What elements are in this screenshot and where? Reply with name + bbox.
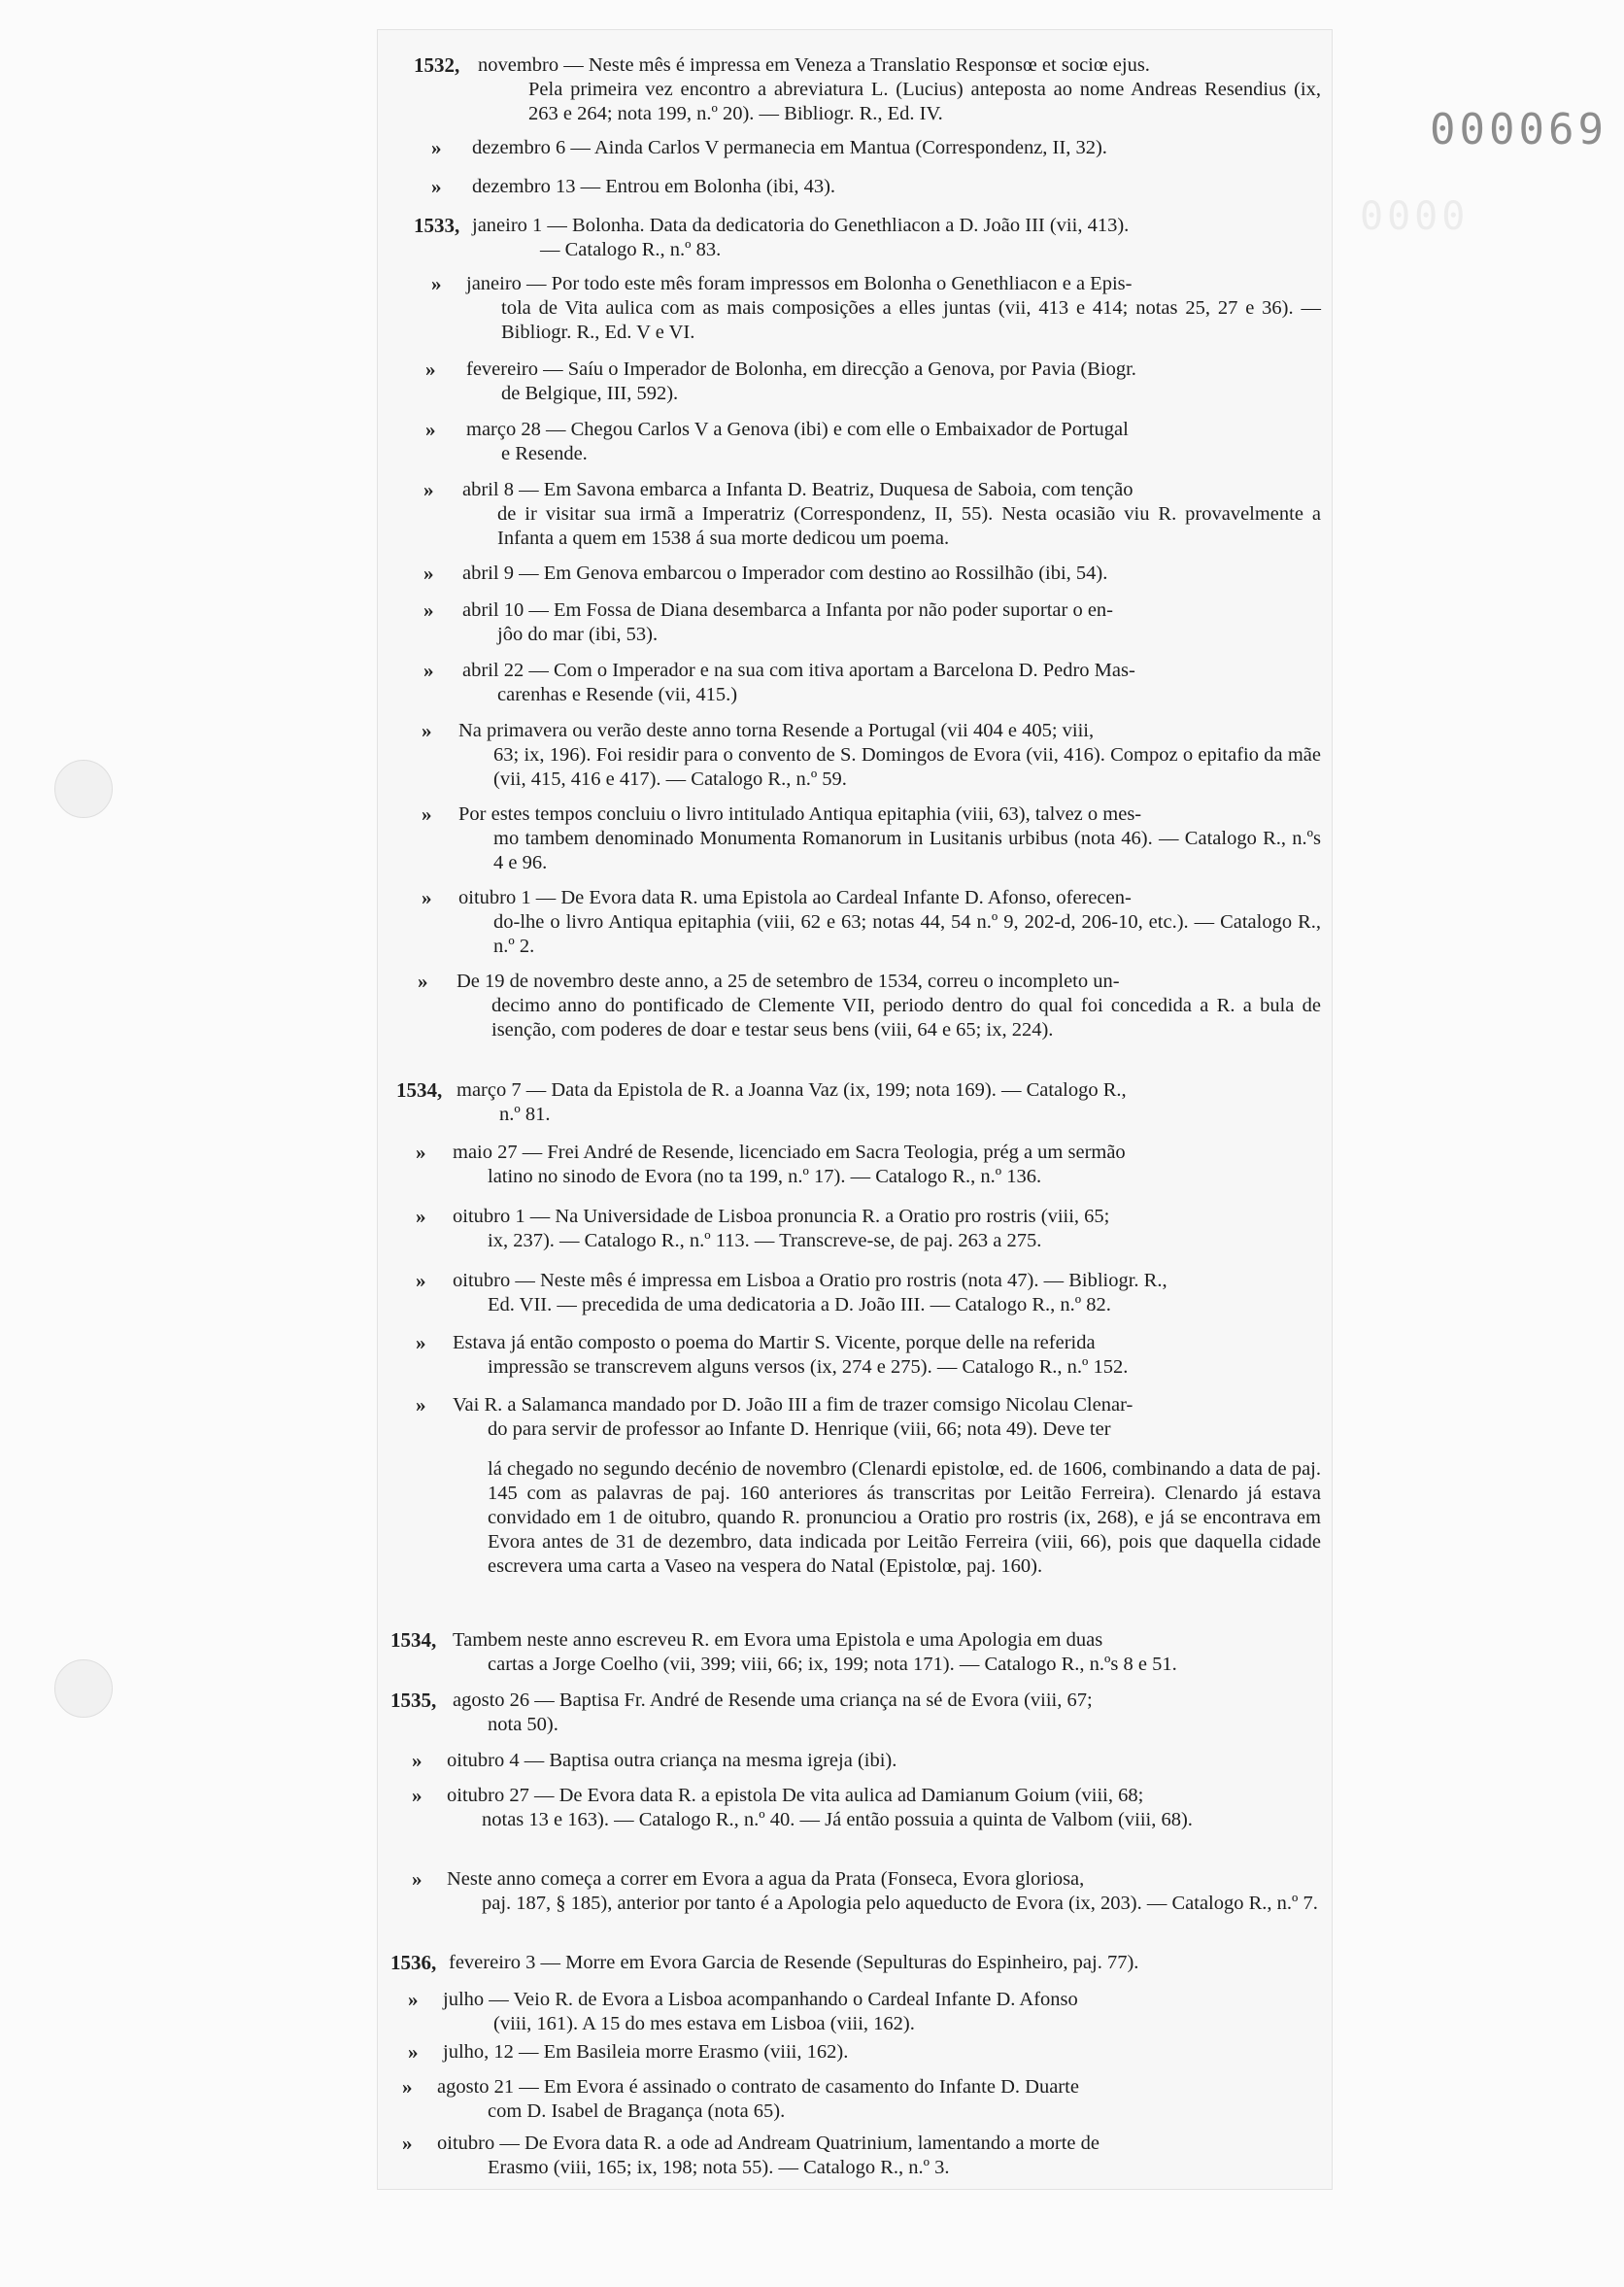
entry-date-marker: » (418, 970, 428, 993)
chronology-entry (0, 53, 1624, 124)
entry-text: janeiro 1 — Bolonha. Data da dedicatoria do Genethliacon a D. João III (vii, 413). — Catalogo R., n.º 83. (472, 215, 1130, 260)
entry-date-marker: » (422, 719, 432, 742)
entry-date-marker: 1534, (396, 1078, 443, 1102)
entry-text: Estava já então composto o poema do Martir S. Vicente, porque delle na referida impressão se transcrevem alguns versos (ix, 274 e 275). — Catalogo R., n.º 152. (453, 1332, 1129, 1378)
entry-date-marker: 1532, (414, 53, 460, 77)
entry-text: março 7 — Data da Epistola de R. a Joanna Vaz (ix, 199; nota 169). — Catalogo R., n.º 81. (457, 1079, 1127, 1125)
entry-text: Por estes tempos concluiu o livro intitulado Antiqua epitaphia (viii, 63), talvez o mes- mo tambem denominado Monumenta Romanorum in Lusitanis urbibus (nota 46). — Catalogo R., n.ºs 4 e 96. (458, 803, 1321, 873)
entry-text: abril 10 — Em Fossa de Diana desembarca a Infanta por não poder suportar o en- jôo do mar (ibi, 53). (462, 599, 1114, 645)
entry-date-marker: 1533, (414, 214, 460, 237)
entry-text: Vai R. a Salamanca mandado por D. João III a fim de trazer comsigo Nicolau Clenar- do para servir de professor ao Infante D. Henrique (viii, 66; nota 49). Deve ter (453, 1394, 1133, 1440)
chronology-entry (0, 2040, 1624, 2064)
chronology-entry (0, 802, 1624, 873)
entry-text: Tambem neste anno escreveu R. em Evora uma Epistola e uma Apologia em duas cartas a Jorge Coelho (vii, 399; viii, 66; ix, 199; nota 171). — Catalogo R., n.ºs 8 e 51. (453, 1629, 1177, 1675)
entry-date-marker: » (431, 272, 442, 295)
chronology-entry (0, 598, 1624, 645)
entry-text: fevereiro — Saíu o Imperador de Bolonha, em direcção a Genova, por Pavia (Biogr. de Belgique, III, 592). (466, 358, 1136, 404)
entry-date-marker: » (425, 418, 436, 441)
entry-text: oitubro — De Evora data R. a ode ad Andream Quatrinium, lamentando a morte de Erasmo (viii, 165; ix, 198; nota 55). — Catalogo R., n.º 3. (437, 2133, 1100, 2178)
chronology-entry (0, 1393, 1624, 1440)
chronology-entry (0, 1988, 1624, 2034)
entry-date-marker: » (416, 1331, 426, 1354)
entry-date-marker: » (423, 478, 434, 501)
entry-text: lá chegado no segundo decénio de novembro (Clenardi epistolœ, ed. de 1606, combinando a data de paj. 145 com as palavras de paj. 160 anteriores ás transcritas por Leitão Ferreira). Clenardo já estava convidado em 1 de oitubro, quando R. pronunciou a Oratio pro rostris (ix, 268), e já se encontrava em Evora antes de 31 de dezembro, data indicada por Leitão Ferreira (viii, 66), pois que daquella cidade escrevera uma carta a Vaseo na vespera do Natal (Epistolœ, paj. 160). (488, 1458, 1321, 1577)
entry-date-marker: » (416, 1141, 426, 1164)
chronology-entry (0, 478, 1624, 549)
entry-date-marker: » (412, 1784, 423, 1807)
chronology-entry (0, 1689, 1624, 1735)
entry-text: fevereiro 3 — Morre em Evora Garcia de Resende (Sepulturas do Espinheiro, paj. 77). (449, 1952, 1139, 1973)
chronology-entry (0, 1269, 1624, 1315)
entry-text: De 19 de novembro deste anno, a 25 de setembro de 1534, correu o incompleto un- decimo anno do pontificado de Clemente VII, periodo dentro do qual foi concedida a R. a bula de isenção, com poderes de doar e testar seus bens (viii, 64 e 65; ix, 224). (457, 971, 1321, 1041)
entry-date-marker: » (431, 175, 442, 198)
chronology-entry (0, 272, 1624, 343)
chronology-entry (0, 2075, 1624, 2122)
entry-text: oitubro 27 — De Evora data R. a epistola De vita aulica ad Damianum Goium (viii, 68; notas 13 e 163). — Catalogo R., n.º 40. — Já então possuia a quinta de Valbom (viii, 68). (447, 1785, 1193, 1830)
entry-text: oitubro 1 — Na Universidade de Lisboa pronuncia R. a Oratio pro rostris (viii, 65; ix, 237). — Catalogo R., n.º 113. — Transcreve-se, de paj. 263 a 275. (453, 1206, 1110, 1251)
chronology-entry (0, 1784, 1624, 1830)
entry-text: abril 9 — Em Genova embarcou o Imperador com destino ao Rossilhão (ibi, 54). (462, 563, 1108, 584)
entry-text: oitubro 4 — Baptisa outra criança na mesma igreja (ibi). (447, 1750, 897, 1771)
chronology-entry (0, 1205, 1624, 1251)
chronology-entry (0, 970, 1624, 1041)
entry-text: maio 27 — Frei André de Resende, licenciado em Sacra Teologia, prég a um sermão latino no sinodo de Evora (no ta 199, n.º 17). — Catalogo R., n.º 136. (453, 1142, 1126, 1187)
entry-text: julho — Veio R. de Evora a Lisboa acompanhando o Cardeal Infante D. Afonso (viii, 161). A 15 do mes estava em Lisboa (viii, 162). (443, 1989, 1078, 2034)
entry-text: dezembro 13 — Entrou em Bolonha (ibi, 43). (472, 176, 836, 197)
entry-text: agosto 21 — Em Evora é assinado o contrato de casamento do Infante D. Duarte com D. Isabel de Bragança (nota 65). (437, 2076, 1079, 2122)
entry-text: oitubro 1 — De Evora data R. uma Epistola ao Cardeal Infante D. Afonso, oferecen- do-lhe o livro Antiqua epitaphia (viii, 62 e 63; notas 44, 54 n.º 9, 202-d, 206-10, etc.). — Catalogo R., n.º 2. (458, 887, 1321, 957)
entry-text: Na primavera ou verão deste anno torna Resende a Portugal (vii 404 e 405; viii, 63; ix, 196). Foi residir para o convento de S. Domingos de Evora (vii, 416). Compoz o epitafio da mãe (vii, 415, 416 e 417). — Catalogo R., n.º 59. (458, 720, 1321, 790)
entry-date-marker: » (423, 562, 434, 585)
entry-text: agosto 26 — Baptisa Fr. André de Resende uma criança na sé de Evora (viii, 67; nota 50). (453, 1690, 1093, 1735)
chronology-entry (0, 1457, 1624, 1577)
archive-stamp-number: 000069 (1430, 105, 1607, 154)
chronology-entry (0, 1628, 1624, 1675)
entry-text: novembro — Neste mês é impressa em Veneza a Translatio Responsœ et sociœ ejus. Pela primeira vez encontro a abreviatura L. (Lucius) anteposta ao nome Andreas Resendius (ix, 263 e 264; nota 199, n.º 20). — Bibliogr. R., Ed. IV. (478, 54, 1321, 124)
entry-date-marker: » (422, 886, 432, 909)
entry-date-marker: » (416, 1393, 426, 1417)
entry-text: janeiro — Por todo este mês foram impressos em Bolonha o Genethliacon e a Epis- tola de Vita aulica com as mais composições a elles juntas (vii, 413 e 414; notas 25, 27 e 36). — Bibliogr. R., Ed. V e VI. (466, 273, 1321, 343)
entry-date-marker: » (431, 136, 442, 159)
entry-date-marker: 1536, (390, 1951, 437, 1974)
chronology-entry (0, 1951, 1624, 1974)
entry-date-marker: » (416, 1269, 426, 1292)
chronology-entry (0, 175, 1624, 198)
entry-date-marker: » (416, 1205, 426, 1228)
entry-text: Neste anno começa a correr em Evora a agua da Prata (Fonseca, Evora gloriosa, paj. 187, § 185), anterior por tanto é a Apologia pelo aqueducto de Evora (ix, 203). — Catalogo R., n.º 7. (447, 1868, 1318, 1914)
entry-date-marker: » (402, 2075, 413, 2099)
chronology-entry (0, 659, 1624, 705)
entry-date-marker: » (423, 598, 434, 622)
entry-text: julho, 12 — Em Basileia morre Erasmo (viii, 162). (443, 2041, 849, 2063)
entry-text: março 28 — Chegou Carlos V a Genova (ibi) e com elle o Embaixador de Portugal e Resende. (466, 419, 1129, 464)
faded-stamp: 0000 (1360, 194, 1470, 239)
chronology-entry (0, 1141, 1624, 1187)
chronology-entry (0, 1331, 1624, 1378)
entry-date-marker: » (408, 1988, 419, 2011)
entry-text: dezembro 6 — Ainda Carlos V permanecia em Mantua (Correspondenz, II, 32). (472, 137, 1107, 158)
entry-date-marker: » (412, 1867, 423, 1891)
chronology-entry (0, 1078, 1624, 1125)
chronology-entry (0, 136, 1624, 159)
entry-date-marker: » (425, 358, 436, 381)
entry-text: abril 22 — Com o Imperador e na sua com itiva aportam a Barcelona D. Pedro Mas- carenhas e Resende (vii, 415.) (462, 660, 1135, 705)
entry-text: oitubro — Neste mês é impressa em Lisboa a Oratio pro rostris (nota 47). — Bibliogr. R., Ed. VII. — precedida de uma dedicatoria a D. João III. — Catalogo R., n.º 82. (453, 1270, 1167, 1315)
entry-date-marker: » (423, 659, 434, 682)
chronology-entry (0, 2132, 1624, 2178)
chronology-entry (0, 418, 1624, 464)
entry-date-marker: 1534, (390, 1628, 437, 1652)
entry-date-marker: » (402, 2132, 413, 2155)
entry-text: abril 8 — Em Savona embarca a Infanta D. Beatriz, Duquesa de Saboia, com tenção de ir visitar sua irmã a Imperatriz (Correspondenz, II, 55). Nesta ocasião viu R. provavelmente a Infanta a quem em 1538 á sua morte dedicou um poema. (462, 479, 1321, 549)
chronology-entry (0, 1867, 1624, 1914)
chronology-entry (0, 562, 1624, 585)
chronology-entry (0, 1749, 1624, 1772)
entry-date-marker: 1535, (390, 1689, 437, 1712)
entry-date-marker: » (412, 1749, 423, 1772)
entry-date-marker: » (408, 2040, 419, 2064)
chronology-entry (0, 719, 1624, 790)
entry-date-marker: » (422, 802, 432, 826)
chronology-entry (0, 886, 1624, 957)
